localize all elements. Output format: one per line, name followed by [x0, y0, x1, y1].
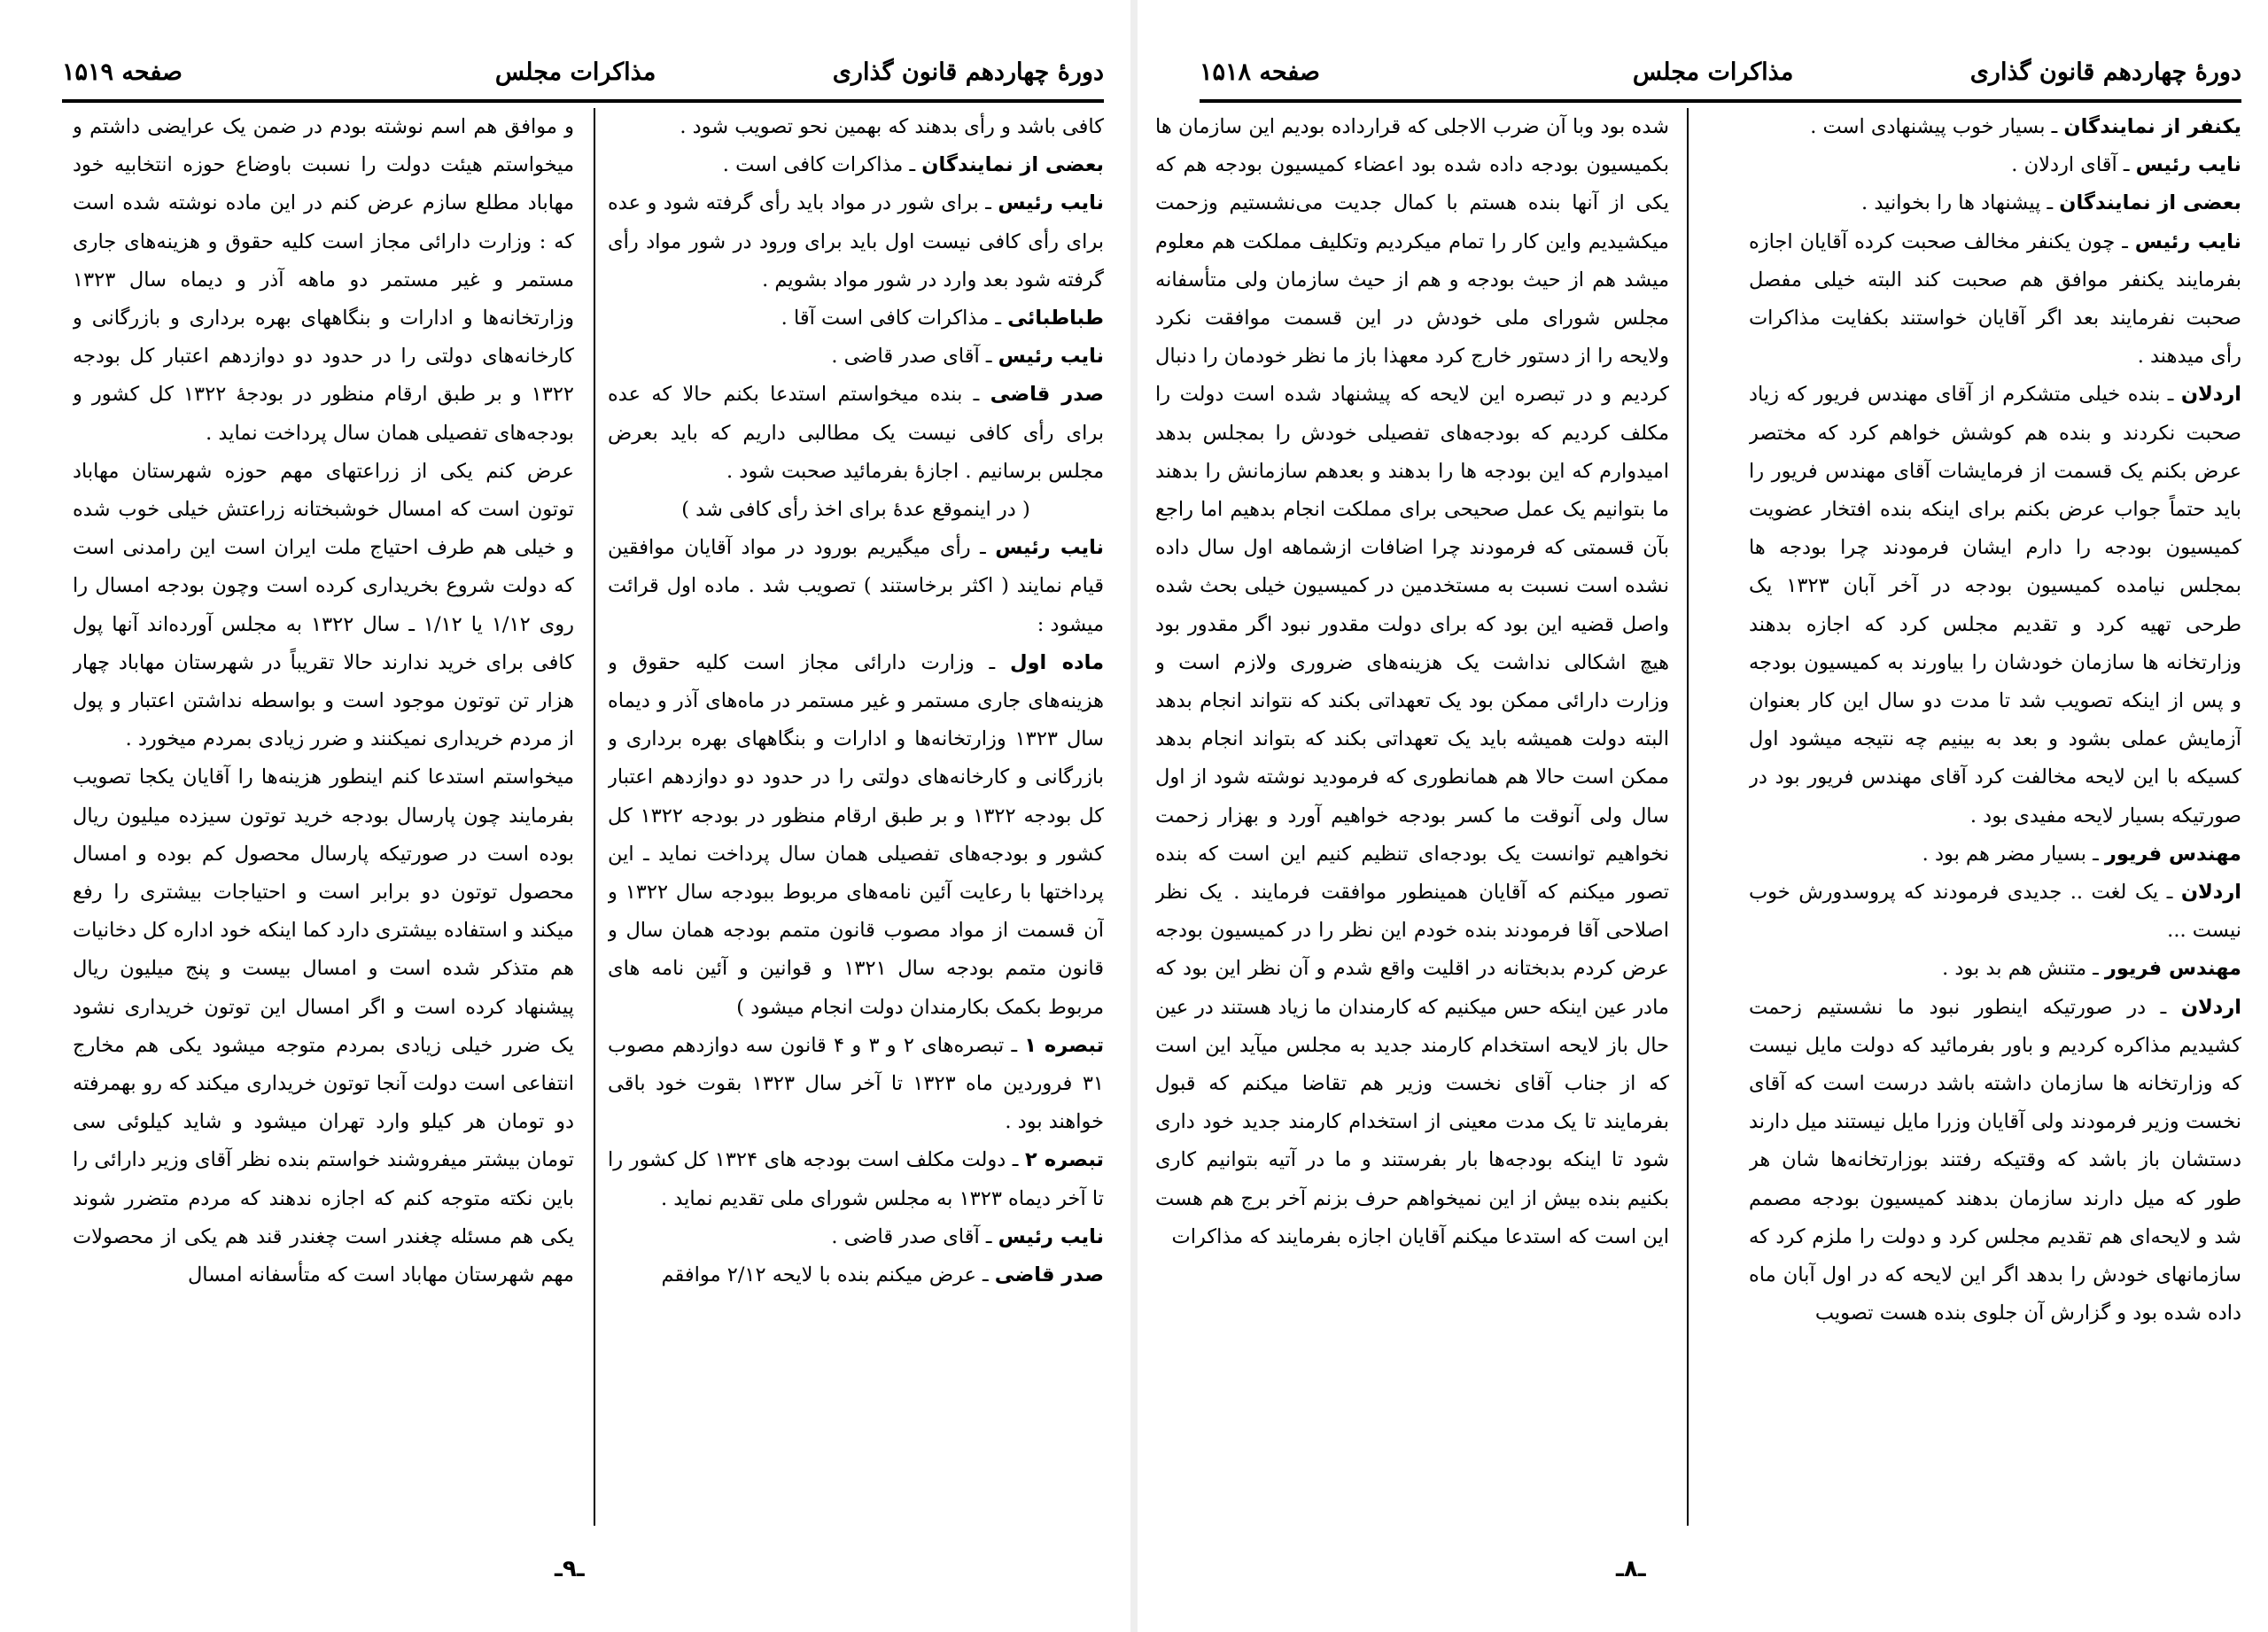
paragraph: اردلان ـ در صورتیکه اینطور نبود ما نشستیم زحمت کشیدیم مذاکره کردیم و باور بفرمائید که دولت مایل نیست که وزارتخانه ها سازمان داشته باشد درست است که آقای نخست وزیر فرمودند ولی آقایان وزرا مایل نیستند میل دارند دستشان باز باشد که وقتیکه رفتند بوزارتخانه‌ها شان هر طور که میل دارند سازمان بدهند کمیسیون بودجه مصمم شد و لایحه‌ای هم تقدیم مجلس کرد و دولت را ملزم کرد که سازمانهای خودش را بدهد اگر این لایحه که در اول آبان ماه داده شده بود و گزارش آن جلوی بنده هست تصویب: [1749, 995, 2241, 1325]
paragraph: طباطبائی ـ مذاکرات کافی است آقا .: [781, 307, 1104, 330]
speaker-name: اردلان: [2180, 995, 2241, 1019]
column-divider: [1687, 108, 1689, 1526]
speaker-name: بعضی از نمایندگان: [2059, 191, 2241, 215]
speaker-name: نایب رئیس: [2135, 153, 2241, 177]
text-column-left: [1155, 108, 1669, 1517]
paragraph: تبصره ۱ ـ تبصره‌های ۲ و ۳ و ۴ قانون سه دوازدهم مصوب ۳۱ فروردین ماه ۱۳۲۳ تا آخر سال ۱۳۲۳ بقوت خود باقی خواهند بود .: [608, 1033, 1104, 1134]
page-number: صفحه ۱۵۱۸: [1200, 58, 1320, 86]
paragraph: میخواستم استدعا کنم اینطور هزینه‌ها را آقایان یکجا تصویب بفرمایند چون پارسال بودجه خرید توتون سیزده میلیون ریال بوده است در صورتیکه پارسال محصول کم بوده و امسال محصول توتون دو برابر است و احتیاجات بیشتری را رفع میکند و استفاده بیشتری دارد کما اینکه خود اداره کل دخانیات هم متذکر شده است و امسال بیست و پنج میلیون ریال پیشنهاد کرده است و اگر امسال این توتون خریداری نشود یک ضرر خیلی زیادی بمردم متوجه میشود یکی هم مخارج انتفاعی است دولت آنجا توتون خریداری میکند که رو بهمرفته دو تومان هر کیلو وارد تهران میشود و شاید کیلوئی سی تومان بیشتر میفروشند خواستم بنده نظر آقای وزیر دارائی را باین نکته متوجه کنم که اجازه ندهند که مردم متضرر شوند یکی هم مسئله چغندر است چغندر قند هم یکی از محصولات مهم شهرستان مهاباد است که متأسفانه امسال: [73, 765, 574, 1287]
paragraph: مهندس فریور ـ بسیار مضر هم بود .: [1922, 842, 2241, 866]
journal-title: مذاکرات مجلس: [1632, 58, 1794, 86]
paragraph: شده بود وبا آن ضرب الاجلی که قرارداده بودیم این سازمان ها بکمیسیون بودجه داده شده بود اعضاء کمیسیون بودجه هم که یکی از آنها بنده هستم با کمال جدیت می‌نشستیم وزحمت میکشیدیم واین کار را تمام میکردیم وتکلیف مملکت هم معلوم میشد هم از حیث بودجه و هم از حیث سازمان ولی متأسفانه مجلس شورای ملی خودش در این قسمت موافقت نکرد ولایحه را از دستور خارج کرد معهذا باز ما نظر خودمان را دنبال کردیم و در تبصره این لایحه که پیشنهاد شده است دولت را مکلف کردیم که بودجه‌های تفصیلی خودش را بمجلس بدهد امیدوارم که این بودجه ها را بدهند و بعدهم سازمانش را بدهند ما بتوانیم یک عمل صحیحی برای مملکت انجام بدهیم اما راجع بآن قسمتی که فرمودند چرا اضافات ازشماهه اول سال داده نشده است نسبت به مستخدمین در کمیسیون خیلی بحث شده واصل قضیه این بود که برای دولت مقدور نبود اگر مقدور بود هیچ اشکالی نداشت یک هزینه‌های ضروری ولازم است و وزارت دارائی ممکن بود یک تعهداتی بکند که نتواند انجام بدهد البته دولت همیشه باید یک تعهداتی بکند که بتواند انجام بدهد ممکن است حالا هم همانطوری که فرمودید نوشته شود از اول سال ولی آنوقت ما کسر بودجه خواهیم آورد و بهزار زحمت نخواهیم توانست یک بودجه‌ای تنظیم کنیم این است که بنده تصور میکنم که آقایان همینطور موافقت فرمایند . یک نظر اصلاحی آقا فرمودند بنده خودم این نظر را در کمیسیون بودجه عرض کردم بدبختانه در اقلیت واقع شدم و آن نظر این بود که مادر عین اینکه حس میکنیم که کارمندان ما زیاد هستند در عین حال باز لایحه استخدام کارمند جدید به مجلس میآید این است که از جناب آقای نخست وزیر هم تقاضا میکنم که قبول بفرمایند تا یک مدت معینی از استخدام کارمند جدید خود داری شود تا اینکه بودجه‌ها بار بفرستند و ما در آتیه بتوانیم کاری بکنیم بنده بیش از این نمیخواهم حرف بزنم آخر برج هم هست این است که استدعا میکنم آقایان اجازه بفرمایند که مذاکرات: [1155, 115, 1669, 1248]
period-title: دورهٔ چهاردهم قانون گذاری: [1969, 58, 2241, 86]
speaker-name: اردلان: [2180, 881, 2241, 905]
speaker-name: مهندس فریور: [2104, 842, 2241, 866]
text-column-right: [1749, 108, 2241, 1517]
text-column-left: [73, 108, 574, 1517]
speaker-name: نایب رئیس: [2134, 229, 2241, 253]
paragraph: ماده اول ـ وزارت دارائی مجاز است کلیه حقوق و هزینه‌های جاری مستمر و غیر مستمر در ماه‌های آذر و دیماه سال ۱۳۲۳ وزارتخانه‌ها و ادارات و بنگاههای بهره برداری و بازرگانی و کارخانه‌های دولتی را در حدود دو دوازدهم اعتبار کل بودجه ۱۳۲۲ و بر طبق ارقام منظور در بودجه ۱۳۲۲ کل کشور و بودجه‌های تفصیلی همان سال پرداخت نماید ـ این پرداختها با رعایت آئین نامه‌های مربوط ببودجه سال ۱۳۲۲ و آن قسمت از مواد مصوب قانون متمم بودجه همان سال و قانون متمم بودجه سال ۱۳۲۱ و قوانین و آئین نامه های مربوط بکمک بکارمندان دولت انجام میشود ): [608, 650, 1104, 1019]
text-column-right: [608, 108, 1104, 1517]
paragraph: نایب رئیس ـ چون یکنفر مخالف صحبت کرده آقایان اجازه بفرمایند یکنفر موافق هم صحبت کند البته خیلی مفصل صحبت نفرمایند بعد اگر آقایان خواستند بکفایت مذاکرات رأی میدهند .: [1749, 229, 2241, 369]
speaker-name: نایب رئیس: [998, 345, 1104, 369]
folio-number: ـ۸ـ: [1616, 1556, 1646, 1582]
page-number: صفحه ۱۵۱۹: [62, 58, 183, 86]
paragraph: کافی باشد و رأی بدهند که بهمین نحو تصویب شود .: [680, 115, 1104, 138]
speaker-name: صدر قاضی: [990, 383, 1104, 407]
paragraph: ( در اینموقع عدهٔ برای اخذ رأی کافی شد ): [681, 498, 1030, 522]
speaker-name: طباطبائی: [1007, 307, 1104, 330]
paragraph: اردلان ـ بنده خیلی متشکرم از آقای مهندس فریور که زیاد صحبت نکردند و بنده هم کوشش خواهم کرد که مختصر عرض بکنم یک قسمت از فرمایشات آقای مهندس فریور را باید حتماً جواب عرض بکنم برای اینکه بنده افتخار عضویت کمیسیون بودجه را دارم ایشان فرمودند چرا بودجه ها بمجلس نیامده کمیسیون بودجه در آخر آبان ۱۳۲۳ یک طرحی تهیه کرد و تقدیم مجلس کرد که اجازه بدهند وزارتخانه ها سازمان خودشان را بیاورند به کمیسیون بودجه و پس از اینکه تصویب شد تا مدت دو سال این کار بعنوان آزمایش عملی بشود و بعد به بینیم چه نتیجه میشود اول کسیکه با این لایحه مخالفت کرد آقای مهندس فریور بود در صورتیکه بسیار لایحه مفیدی بود .: [1749, 383, 2241, 828]
paragraph: یکنفر از نمایندگان ـ بسیار خوب پیشنهادی است .: [1810, 115, 2241, 138]
speaker-name: مهندس فریور: [2104, 957, 2241, 981]
paragraph: بعضی از نمایندگان ـ مذاکرات کافی است .: [722, 153, 1104, 177]
paragraph: نایب رئیس ـ آقای صدر قاضی .: [831, 1224, 1104, 1248]
paragraph: نایب رئیس ـ رأی میگیریم بورود در مواد آقایان موافقین قیام نمایند ( اکثر برخاستند ) تصویب شد . ماده اول قرائت میشود :: [608, 536, 1104, 636]
speaker-name: نایب رئیس: [998, 1224, 1104, 1248]
journal-title: مذاکرات مجلس: [494, 58, 656, 86]
speaker-name: تبصره ۲: [1024, 1148, 1104, 1172]
speaker-name: اردلان: [2180, 383, 2241, 407]
paragraph: و موافق هم اسم نوشته بودم در ضمن یک عرایضی داشتم و میخواستم هیئت دولت را نسبت باوضاع حوزه انتخابیه خود مهاباد مطلع سازم عرض کنم در این ماده نوشته شده است که : وزارت دارائی مجاز است کلیه حقوق و هزینه‌های جاری مستمر و غیر مستمر دو ماهه آذر و دیماه سال ۱۳۲۳ وزارتخانه‌ها و ادارات و بنگاههای بهره برداری و بازرگانی و کارخانه‌های دولتی را در حدود دو دوازدهم اعتبار کل بودجه ۱۳۲۲ و بر طبق ارقام منظور در بودجهٔ ۱۳۲۲ کل کشور و بودجه‌های تفصیلی همان سال پرداخت نماید .: [73, 115, 574, 445]
column-divider: [594, 108, 595, 1526]
speaker-name: ماده اول: [1009, 650, 1104, 674]
speaker-name: نایب رئیس: [998, 191, 1104, 215]
folio-number: ـ۹ـ: [555, 1556, 585, 1582]
period-title: دورهٔ چهاردهم قانون گذاری: [832, 58, 1104, 86]
paragraph: مهندس فریور ـ متنش هم بد بود .: [1942, 957, 2241, 981]
page-header: [62, 55, 1104, 103]
speaker-name: صدر قاضی: [994, 1263, 1104, 1287]
paragraph: نایب رئیس ـ برای شور در مواد باید رأی گرفته شود و عده برای رأی کافی نیست اول باید برای ورود در شور مواد رأی گرفته شود بعد وارد در شور مواد بشویم .: [608, 191, 1104, 291]
paragraph: بعضی از نمایندگان ـ پیشنهاد ها را بخوانید .: [1861, 191, 2241, 215]
paragraph: نایب رئیس ـ آقای صدر قاضی .: [831, 345, 1104, 369]
paragraph: عرض کنم یکی از زراعتهای مهم حوزه شهرستان مهاباد توتون است که امسال خوشبختانه زراعتش خیلی خوب شده و خیلی هم طرف احتیاج ملت ایران است این رامدنی است که دولت شروع بخریداری کرده است وچون بودجه امسال را روی ۱/۱۲ یا ۱/۱۲ ـ سال ۱۳۲۲ به مجلس آورده‌اند آنها پول کافی برای خرید ندارند حالا تقریباً در شهرستان مهاباد چهار هزار تن توتون موجود است و بواسطه نداشتن اعتبار و پول از مردم خریداری نمیکنند و ضرر زیادی بمردم میخورد .: [73, 459, 574, 751]
left-page: [0, 0, 1130, 1632]
paragraph: اردلان ـ یک لغت .. جدیدی فرمودند که پروسدورش خوب نیست ...: [1749, 881, 2241, 943]
paragraph: صدر قاضی ـ بنده میخواستم استدعا بکنم حالا که عده برای رأی کافی نیست یک مطالبی داریم که باید بعرض مجلس برسانیم . اجازهٔ بفرمائید صحبت شود .: [608, 383, 1104, 483]
paragraph: تبصره ۲ ـ دولت مکلف است بودجه های ۱۳۲۴ کل کشور را تا آخر دیماه ۱۳۲۳ به مجلس شورای ملی تقدیم نماید .: [608, 1148, 1104, 1210]
paragraph: نایب رئیس ـ آقای اردلان .: [2011, 153, 2241, 177]
speaker-name: تبصره ۱: [1024, 1033, 1104, 1057]
speaker-name: یکنفر از نمایندگان: [2063, 115, 2241, 138]
paragraph: صدر قاضی ـ عرض میکنم بنده با لایحه ۲/۱۲ موافقم: [661, 1263, 1104, 1287]
speaker-name: بعضی از نمایندگان: [921, 153, 1104, 177]
right-page: [1138, 0, 2268, 1632]
speaker-name: نایب رئیس: [995, 536, 1104, 560]
book-gutter: [1130, 0, 1138, 1632]
page-header: [1200, 55, 2241, 103]
